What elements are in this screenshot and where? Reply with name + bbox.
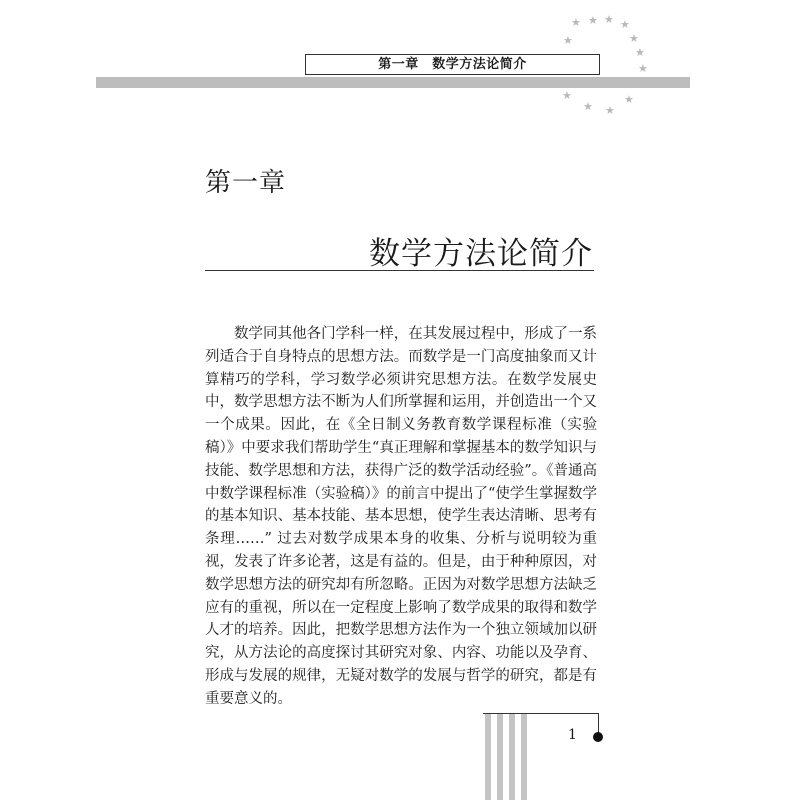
star-icon: ★ xyxy=(588,14,598,27)
header-band xyxy=(96,77,690,88)
page-dot-icon xyxy=(593,732,603,742)
star-icon: ★ xyxy=(605,104,615,117)
star-icon: ★ xyxy=(620,18,630,31)
star-icon: ★ xyxy=(563,34,573,47)
star-icon: ★ xyxy=(604,13,614,26)
chapter-title: 数学方法论简介 xyxy=(369,236,593,272)
stripe xyxy=(509,713,515,800)
footer-rule xyxy=(483,713,599,714)
star-icon: ★ xyxy=(635,46,645,59)
running-head: 第一章 数学方法论简介 xyxy=(305,54,600,75)
stripe xyxy=(485,713,491,800)
star-icon: ★ xyxy=(638,62,648,75)
stripe xyxy=(521,713,527,800)
star-icon: ★ xyxy=(629,32,639,45)
stripe xyxy=(497,713,503,800)
star-icon: ★ xyxy=(583,100,593,113)
body-paragraph: 数学同其他各门学科一样，在其发展过程中，形成了一系列适合于自身特点的思想方法。而数学是一门高度抽象而又计算精巧的学科，学习数学必须讲究思想方法。在数学发展史中，数学思想方法不断为人们所掌握和运用，并创造出一个又一个成果。因此，在《全日制义务教育数学课程标准（实验稿）》中要求我们帮助学生“真正理解和掌握基本的数学知识与技能、数学思想和方法，获得广泛的数学活动经验”。《普通高中数学课程标准（实验稿）》的前言中提出了“使学生掌握数学的基本知识、基本技能、基本思想，使学生表达清晰、思考有条理……” 过去对数学成果本身的收集、分析与说明较为重视，发表了许多论著，这是有益的。但是，由于种种原因，对数学思想方法的研究却有所忽略。正因为对数学思想方法缺乏应有的重视，所以在一定程度上影响了数学成果的取得和数学人才的培养。因此，把数学思想方法作为一个独立领域加以研究，从方法论的高度探讨其研究对象、内容、功能以及孕育、形成与发展的规律，无疑对数学的发展与哲学的研究，都是有重要意义的。 xyxy=(205,326,597,707)
star-icon: ★ xyxy=(562,89,572,102)
footer-stripes xyxy=(483,713,533,800)
star-icon: ★ xyxy=(571,16,581,29)
chapter-label: 第一章 xyxy=(205,168,287,198)
title-divider xyxy=(205,270,594,271)
star-icon: ★ xyxy=(624,93,634,106)
page-number: 1 xyxy=(568,727,577,743)
